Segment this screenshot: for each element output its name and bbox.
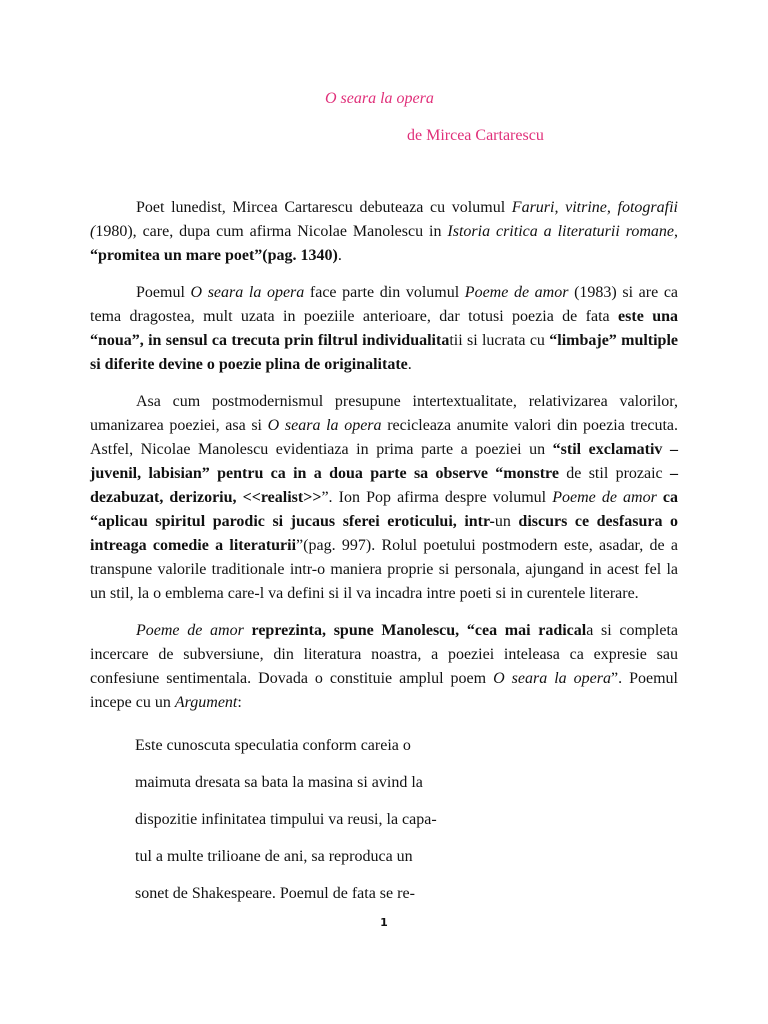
italic-run: O seara la opera xyxy=(267,417,382,434)
paragraph-4 xyxy=(90,619,678,715)
text-run: : xyxy=(237,694,242,711)
bold-run: “limbaje” multiple si diferite devine o poezie plina de originalitate xyxy=(90,332,679,373)
text-run xyxy=(244,622,252,639)
page-number: 1 xyxy=(380,916,388,929)
italic-run: Argument xyxy=(174,694,238,711)
bold-run: “promitea un mare poet”(pag. 1340) xyxy=(90,247,338,264)
paragraph-1 xyxy=(90,196,678,268)
bold-run: reprezinta, spune Manolescu, “cea mai radical xyxy=(251,622,587,639)
text-run: de stil prozaic xyxy=(558,465,670,482)
body-text xyxy=(90,196,678,728)
text-run: ”(pag. 997). Rolul poetului postmodern este, asadar, de a transpune valorile traditionale intr-o maniera proprie si personala, ajungand in acest fel la un stil, la o emblema care-l va defini si il va incadra intre poeti si in curentele literare. xyxy=(90,537,678,602)
text-run: Asa cum postmodernismul presupune intertextualitate, relativizarea valorilor, umanizarea poeziei, asa si xyxy=(90,393,678,434)
quote-line: dispozitie infinitatea timpului va reusi, la capa- xyxy=(135,811,437,828)
italic-run: Poeme de amor xyxy=(552,489,657,506)
text-run: ”. Ion Pop afirma despre volumul xyxy=(321,489,553,506)
text-run: . xyxy=(337,247,342,264)
italic-run: O seara la opera xyxy=(190,284,305,301)
text-run: ”. Poemul incepe cu un xyxy=(90,670,678,711)
italic-run: Poeme de amor xyxy=(136,622,244,639)
text-run: Poet lunedist, Mircea Cartarescu debuteaza cu volumul xyxy=(136,199,512,216)
bold-run: ca “aplicau spiritul parodic si jucaus sferei eroticului, intr- xyxy=(90,489,679,530)
italic-run: Istoria critica a literaturii romane xyxy=(447,223,674,240)
text-run: , xyxy=(674,223,678,240)
bold-run: este una “noua”, in sensul ca trecuta prin filtrul individualita xyxy=(90,308,678,349)
bold-run: “stil exclamativ – juvenil, labisian” pentru ca in a doua parte sa observe “monstre xyxy=(90,441,678,482)
text-run: (1983) si are ca tema dragostea, mult uzata in poeziile anterioare, dar totusi poezia de fata xyxy=(90,284,679,325)
text-run: face parte din volumul xyxy=(304,284,465,301)
text-run: a si completa incercare de subversiune, din literatura noastra, a poeziei inteleasa ca expresie sau confesiune sentimentala. Dovada o constituie amplul poem xyxy=(90,622,679,687)
paragraph-3 xyxy=(90,390,678,606)
text-run: tii si lucrata cu xyxy=(449,332,550,349)
quote-line: Este cunoscuta speculatia conform careia o xyxy=(135,737,411,754)
document-title: O seara la opera xyxy=(325,90,434,107)
bold-run: discurs ce desfasura o intreaga comedie a literaturii xyxy=(90,513,679,554)
paragraph-2 xyxy=(90,281,678,377)
bold-run: – dezabuzat, derizoriu, <<realist>> xyxy=(90,465,678,506)
text-run: recicleaza anumite valori din poezia trecuta. Astfel, Nicolae Manolescu evidentiaza in prima parte a poeziei un xyxy=(90,417,678,458)
text-run: . xyxy=(407,356,412,373)
italic-run: Poeme de amor xyxy=(464,284,569,301)
italic-run: O seara la opera xyxy=(493,670,611,687)
text-run: 1980), care, dupa cum afirma Nicolae Manolescu in xyxy=(95,223,448,240)
text-run: un xyxy=(494,513,519,530)
italic-run: Faruri, vitrine, fotografii ( xyxy=(90,199,678,240)
poem-quote xyxy=(135,734,535,919)
quote-line: tul a multe trilioane de ani, sa reproduca un xyxy=(135,848,413,865)
quote-line: sonet de Shakespeare. Poemul de fata se re- xyxy=(135,885,415,902)
author-byline: de Mircea Cartarescu xyxy=(407,127,544,144)
quote-line: maimuta dresata sa bata la masina si avind la xyxy=(135,774,423,791)
text-run: Poemul xyxy=(136,284,191,301)
